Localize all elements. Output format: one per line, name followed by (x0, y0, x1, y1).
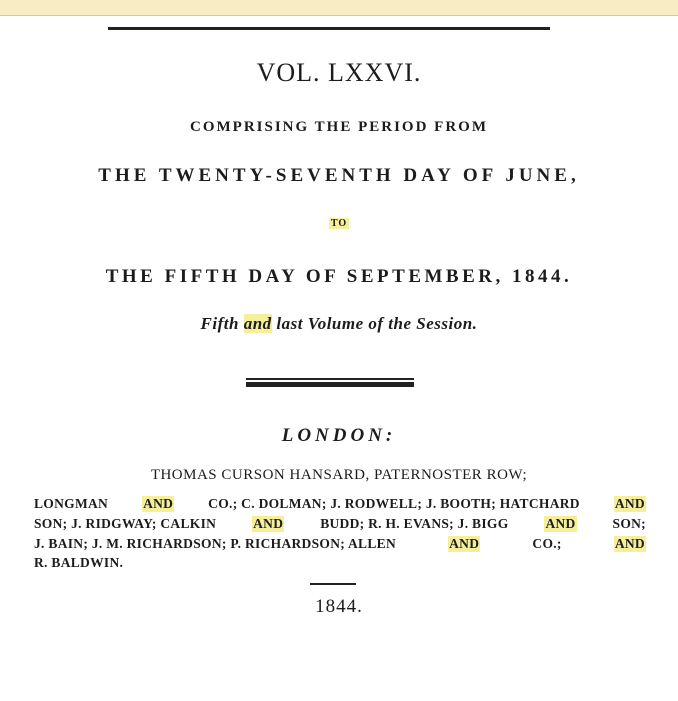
year-rule (310, 583, 356, 585)
and-highlight: AND (545, 516, 576, 531)
publishers-line-4 (34, 555, 646, 571)
double-rule-thin (246, 378, 414, 380)
subtitle-part2: last Volume of the Session. (276, 314, 478, 333)
pub-text: R. BALDWIN. (34, 555, 124, 570)
search-highlight-bar (0, 0, 678, 16)
comprising-line: COMPRISING THE PERIOD FROM (190, 119, 488, 135)
pub-text: CO.; C. DOLMAN; J. RODWELL; J. BOOTH; HATCHARD (208, 496, 580, 511)
and-highlight: AND (449, 536, 480, 551)
pub-text: LONGMAN (34, 496, 109, 511)
and-highlight: AND (614, 496, 645, 511)
publishers-line-2 (34, 516, 646, 532)
session-subtitle (0, 314, 678, 334)
publishers-line-3 (34, 536, 646, 552)
to-line (0, 218, 678, 229)
and-highlight: AND (143, 496, 174, 511)
place-of-publication: LONDON: (281, 425, 397, 446)
double-rule-thick (246, 382, 414, 387)
publication-year: 1844. (315, 596, 363, 617)
double-rule (246, 378, 414, 388)
subtitle-part1: Fifth (200, 314, 239, 333)
volume-title: VOL. LXXVI. (256, 58, 422, 87)
pub-text: SON; (612, 516, 646, 531)
top-rule (108, 27, 550, 30)
to-date-line: THE FIFTH DAY OF SEPTEMBER, 1844. (105, 266, 573, 287)
pub-text: J. BAIN; J. M. RICHARDSON; P. RICHARDSON; ALLEN (34, 536, 397, 551)
and-highlight: AND (614, 536, 645, 551)
pub-text: BUDD; R. H. EVANS; J. BIGG (320, 516, 509, 531)
and-highlight: AND (253, 516, 284, 531)
pub-text: CO.; (532, 536, 562, 551)
from-date-line: THE TWENTY-SEVENTH DAY OF JUNE, (98, 165, 580, 186)
printer-line: THOMAS CURSON HANSARD, PATERNOSTER ROW; (150, 467, 528, 483)
pub-text: SON; J. RIDGWAY; CALKIN (34, 516, 217, 531)
publishers-line-1 (34, 496, 646, 512)
to-label: TO (330, 218, 348, 229)
subtitle-and-highlight: and (243, 314, 272, 333)
